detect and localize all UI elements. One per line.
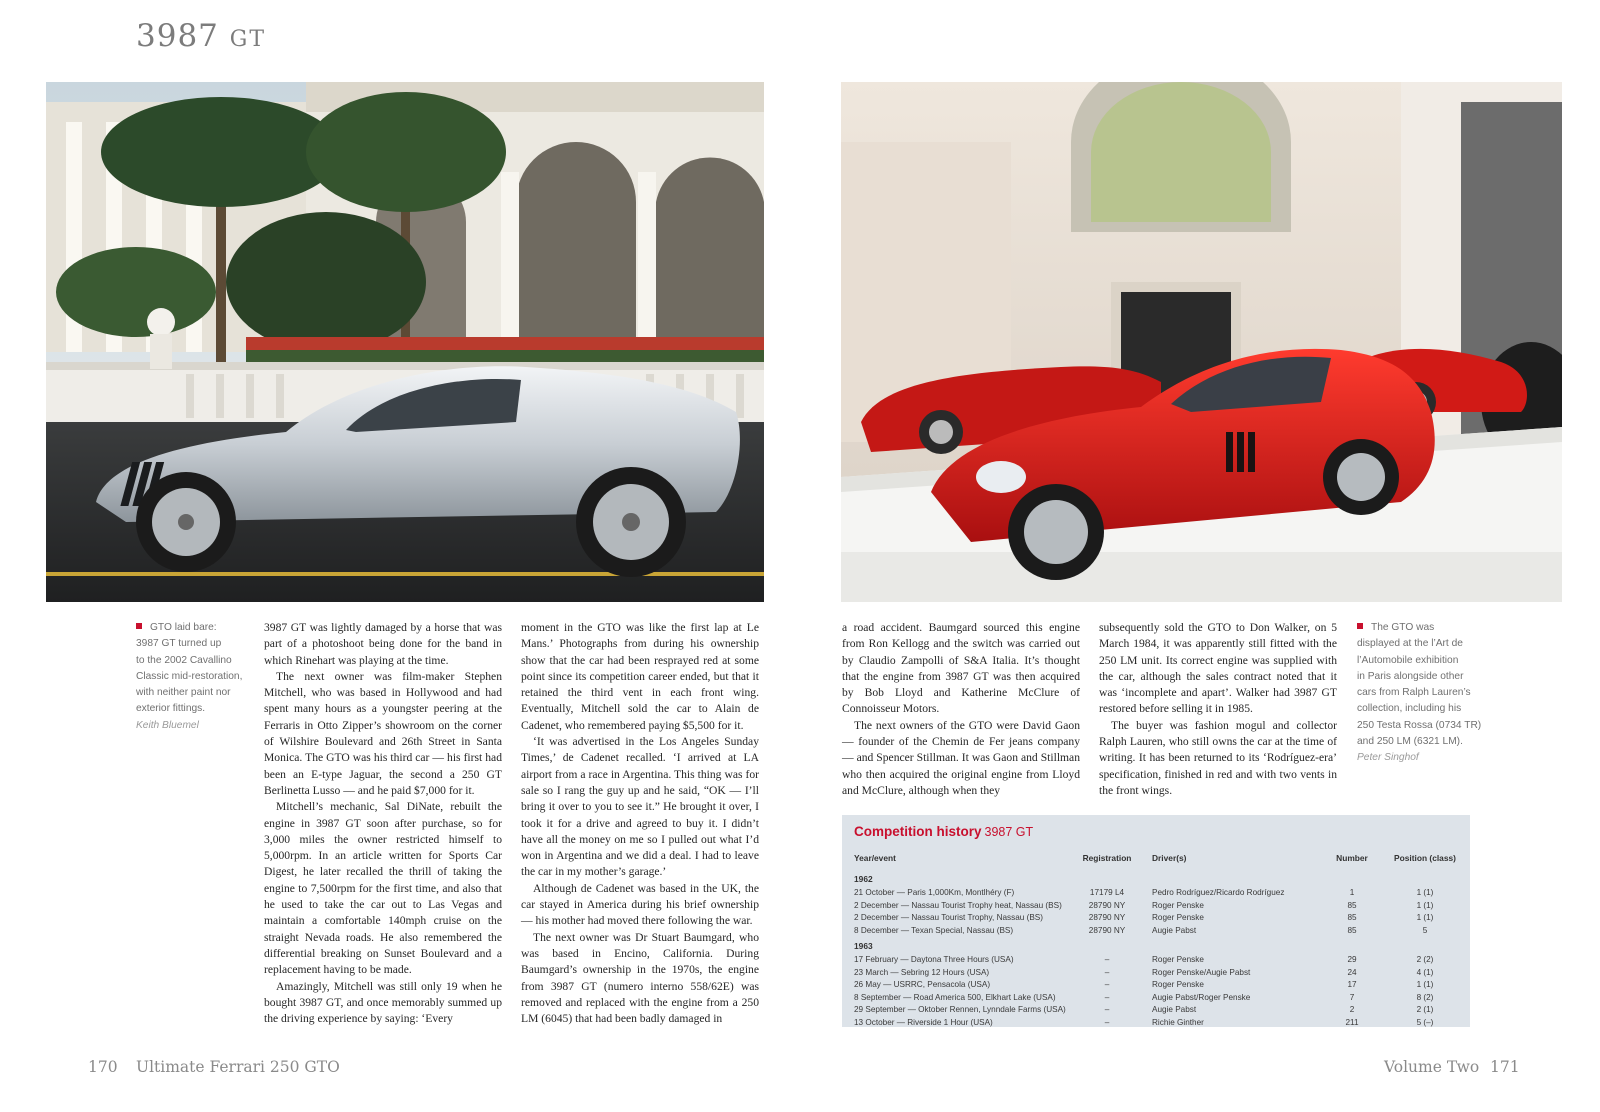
header-number: Number <box>1336 853 1368 863</box>
header-event: Year/event <box>854 853 896 863</box>
caption-line: l’Automobile exhibition <box>1357 654 1459 666</box>
photo-credit: Keith Bluemel <box>136 719 199 731</box>
caption-line: with neither paint nor <box>136 687 231 699</box>
paragraph: Amazingly, Mitchell was still only 19 when he bought 3987 GT, and once memorably summed up the driving experience by saying: ‘Every <box>264 979 502 1026</box>
header-registration: Registration <box>1082 853 1132 863</box>
paragraph: The next owner was Dr Stuart Baumgard, who was based in Encino, California. During Baumgard’s ownership in the 1970s, the engine from 3987 GT (numero interno 558/62E) was removed and replaced with the engine from a 250 LM (6045) that had been badly damaged in <box>521 930 759 1026</box>
right-text-column-1 <box>842 620 1080 799</box>
caption-line: and 250 LM (6321 LM). <box>1357 736 1463 748</box>
competition-history-box <box>842 815 1470 1027</box>
running-title: 3987 GT <box>136 18 267 54</box>
caption-line: 250 Testa Rossa (0734 TR) <box>1357 719 1482 731</box>
competition-history-subtitle: 3987 GT <box>984 825 1034 839</box>
folio-right-title: Volume Two <box>1384 1058 1480 1076</box>
caption-line: displayed at the l’Art de <box>1357 638 1463 650</box>
competition-history-title: Competition history 3987 GT <box>854 824 1034 839</box>
table-row: 2 December — Nassau Tourist Trophy, Nassau (BS) 28790 NY Roger Penske 85 1 (1) <box>854 913 1434 923</box>
paragraph: ‘It was advertised in the Los Angeles Sunday Times,’ de Cadenet recalled. ‘I arrived at LA airport from a race in Argentina. This thing was for sale so I rang the guy up and he said, “OK — I’ll bring it over to you to see it.” He brought it over, I took it for a drive and agreed to buy it. I didn’t have all the money on me so I pulled out what I’d won in Argentina and we did a deal. I had to leave the car in my mother’s garage.’ <box>521 735 759 879</box>
header-drivers: Driver(s) <box>1152 853 1187 863</box>
paragraph: 3987 GT was lightly damaged by a horse that was part of a photoshoot being done for the band in which Rinehart was playing at the time. <box>264 621 502 667</box>
table-row: 8 September — Road America 500, Elkhart Lake (USA) – Augie Pabst/Roger Penske 7 8 (2) <box>854 992 1434 1002</box>
caption-bullet <box>1357 623 1363 629</box>
left-photo-silver-gto <box>46 82 764 602</box>
year-heading: 1962 <box>854 874 873 884</box>
caption-line: to the 2002 Cavallino <box>136 654 232 666</box>
folio-left-number: 170 <box>88 1058 118 1076</box>
caption-line: collection, including his <box>1357 703 1462 715</box>
folio-right-number: 171 <box>1490 1058 1520 1076</box>
right-text-column-2 <box>1099 620 1337 799</box>
table-row: 21 October — Paris 1,000Km, Montlhéry (F) 17179 L4 Pedro Rodríguez/Ricardo Rodríguez 1 1 (1) <box>854 888 1434 897</box>
paragraph: The buyer was fashion mogul and collector Ralph Lauren, who still owns the car at the time of writing. It has been returned to its ‘Rodríguez-era’ specification, finished in red and with two vents in the front wings. <box>1099 718 1337 797</box>
year-heading: 1963 <box>854 941 873 951</box>
paragraph: Mitchell’s mechanic, Sal DiNate, rebuilt the engine in 3987 GT soon after purchase, so for 3,000 miles the owner restricted himself to 5,000rpm. In an article written for Sports Car Digest, he later recalled the thrill of taking the engine to 7,500rpm for the first time, and also that he used to take the car out to Las Vegas and maintain a comfortable 140mph cruise on the straight Nevada roads. He also remembered the differential breaking on Sunset Boulevard and a replacement having to be made. <box>264 800 502 977</box>
paragraph: The next owners of the GTO were David Gaon — founder of the Chemin de Fer jeans company — and Spencer Stillman. It was Gaon and Stillman who then acquired the original engine from Lloyd and McClure, although when they <box>842 718 1080 797</box>
left-photo-caption <box>136 620 256 734</box>
right-photo-caption <box>1357 620 1482 767</box>
paragraph: a road accident. Baumgard sourced this engine from Ron Kellogg and the switch was carried out by Claudio Zampolli of S&A Italia. It’s thought that the engine from 3987 GT was then acquired by Bob Lloyd and Katherine McClure of Connoisseur Motors. <box>842 621 1080 716</box>
table-row: 26 May — USRRC, Pensacola (USA) – Roger Penske 17 1 (1) <box>854 980 1434 990</box>
caption-line: The GTO was <box>1357 620 1482 636</box>
folio-left-title: Ultimate Ferrari 250 GTO <box>136 1058 340 1076</box>
caption-line: in Paris alongside other <box>1357 670 1464 682</box>
caption-line: exterior fittings. <box>136 703 206 715</box>
table-row: 17 February — Daytona Three Hours (USA) – Roger Penske 29 2 (2) <box>854 955 1434 964</box>
caption-line: Classic mid-restoration, <box>136 670 243 682</box>
right-photo-red-gto <box>841 82 1562 602</box>
paragraph: moment in the GTO was like the first lap at Le Mans.’ Photographs from during his ownership show that the car had been resprayed red at some point since its competition career ended, but that it retained the third vent in each front wing. Eventually, Mitchell sold the car to Alain de Cadenet, who remembered paying $5,500 for it. <box>521 621 759 732</box>
caption-bullet <box>136 623 142 629</box>
caption-line: cars from Ralph Lauren’s <box>1357 687 1471 699</box>
header-position: Position (class) <box>1394 853 1456 863</box>
left-text-column-2 <box>521 620 759 1027</box>
paragraph: Although de Cadenet was based in the UK, the car stayed in America during his brief ownership — his mother had moved there following the war. <box>521 881 759 928</box>
caption-line: 3987 GT turned up <box>136 638 222 650</box>
table-row: 13 October — Riverside 1 Hour (USA) – Richie Ginther 211 5 (–) <box>854 1018 1434 1027</box>
caption-line: GTO laid bare: <box>136 620 256 636</box>
paragraph: The next owner was film-maker Stephen Mitchell, who was based in Hollywood and had spent many hours as a youngster peering at the Ferraris in Otto Zipper’s showroom on the corner of Wilshire Boulevard and 26th Street in Santa Monica. The GTO was his third car — his first had been an E-type Jaguar, the second a 250 GT Berlinetta Lusso — and he paid $7,000 for it. <box>264 669 502 797</box>
table-row: 2 December — Nassau Tourist Trophy heat, Nassau (BS) 28790 NY Roger Penske 85 1 (1) <box>854 900 1434 910</box>
photo-credit: Peter Singhof <box>1357 752 1419 764</box>
left-text-column-1 <box>264 620 502 1027</box>
table-row: 8 December — Texan Special, Nassau (BS) 28790 NY Augie Pabst 85 5 <box>854 925 1428 935</box>
table-row: 29 September — Oktober Rennen, Lynndale Farms (USA) – Augie Pabst 2 2 (1) <box>854 1005 1434 1015</box>
table-row: 23 March — Sebring 12 Hours (USA) – Roger Penske/Augie Pabst 24 4 (1) <box>854 967 1434 977</box>
paragraph: subsequently sold the GTO to Don Walker, on 5 March 1984, it was apparently still fitted with the 250 LM unit. Its correct engine was supplied with the car, although the sales contract noted that it was ‘incomplete and apart’. Walker had 3987 GT restored before selling it in 1985. <box>1099 621 1337 716</box>
